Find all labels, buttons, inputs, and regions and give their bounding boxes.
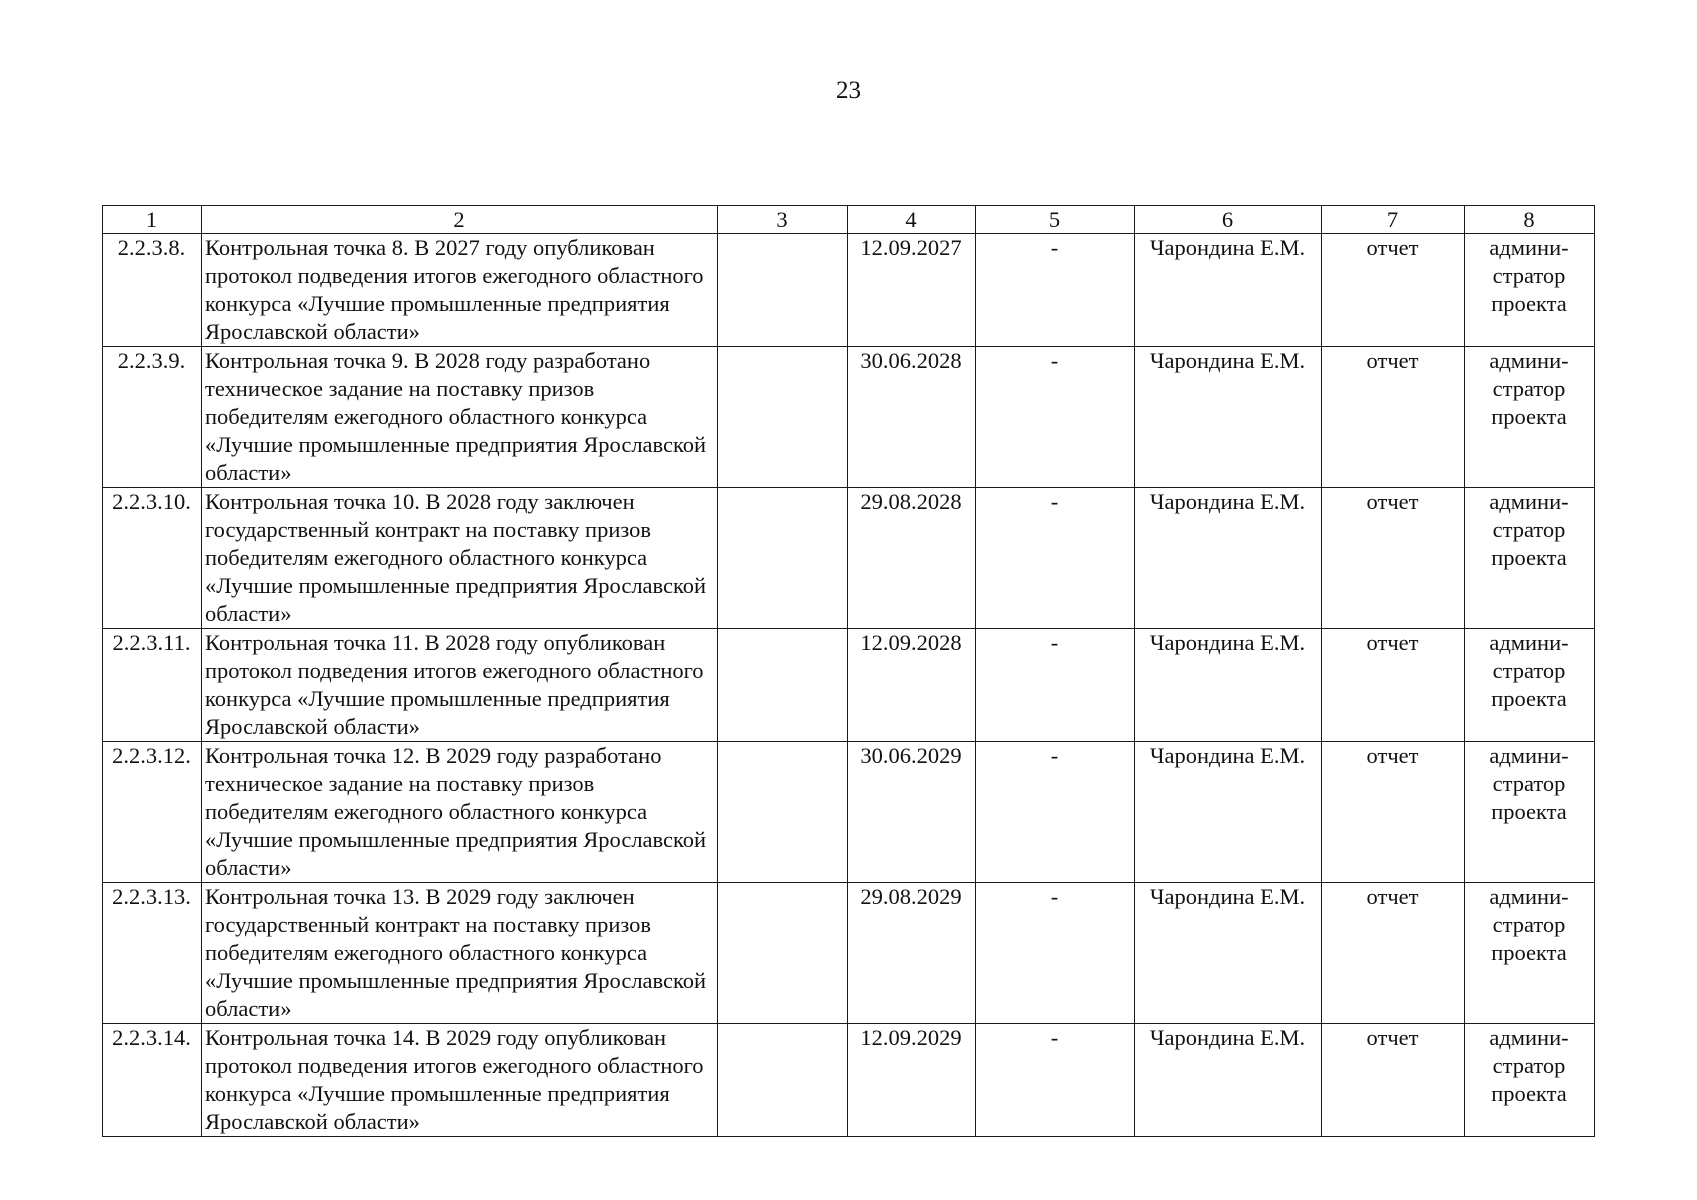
row-number: 2.2.3.14. <box>103 1024 202 1137</box>
row-responsible: Чарондина Е.М. <box>1135 347 1322 488</box>
row-responsible: Чарондина Е.М. <box>1135 629 1322 742</box>
row-col3 <box>718 234 848 347</box>
row-responsible: Чарондина Е.М. <box>1135 1024 1322 1137</box>
control-points-table <box>102 205 1595 1137</box>
column-header: 8 <box>1465 206 1595 234</box>
row-col5: - <box>976 883 1135 1024</box>
row-document: отчет <box>1322 1024 1465 1137</box>
row-document: отчет <box>1322 488 1465 629</box>
row-date: 12.09.2027 <box>848 234 976 347</box>
table-row <box>103 629 1595 742</box>
row-number: 2.2.3.10. <box>103 488 202 629</box>
row-col5: - <box>976 1024 1135 1137</box>
row-date: 29.08.2028 <box>848 488 976 629</box>
row-role: админи-стратор проекта <box>1465 488 1595 629</box>
row-responsible: Чарондина Е.М. <box>1135 488 1322 629</box>
row-number: 2.2.3.12. <box>103 742 202 883</box>
column-header: 3 <box>718 206 848 234</box>
row-description: Контрольная точка 11. В 2028 году опубликован протокол подведения итогов ежегодного областного конкурса «Лучшие промышленные предприятия Ярославской области» <box>202 629 718 742</box>
page-number: 23 <box>836 77 861 104</box>
column-header: 6 <box>1135 206 1322 234</box>
row-document: отчет <box>1322 234 1465 347</box>
table-row <box>103 488 1595 629</box>
row-role: админи-стратор проекта <box>1465 1024 1595 1137</box>
row-number: 2.2.3.8. <box>103 234 202 347</box>
table-row <box>103 742 1595 883</box>
row-date: 12.09.2028 <box>848 629 976 742</box>
row-role: админи-стратор проекта <box>1465 347 1595 488</box>
column-header: 7 <box>1322 206 1465 234</box>
row-description: Контрольная точка 14. В 2029 году опубликован протокол подведения итогов ежегодного областного конкурса «Лучшие промышленные предприятия Ярославской области» <box>202 1024 718 1137</box>
row-col3 <box>718 347 848 488</box>
row-document: отчет <box>1322 742 1465 883</box>
row-date: 12.09.2029 <box>848 1024 976 1137</box>
table-row <box>103 1024 1595 1137</box>
row-document: отчет <box>1322 883 1465 1024</box>
row-col5: - <box>976 234 1135 347</box>
row-description: Контрольная точка 8. В 2027 году опубликован протокол подведения итогов ежегодного областного конкурса «Лучшие промышленные предприятия Ярославской области» <box>202 234 718 347</box>
row-description: Контрольная точка 12. В 2029 году разработано техническое задание на поставку призов победителям ежегодного областного конкурса «Лучшие промышленные предприятия Ярославской области» <box>202 742 718 883</box>
row-responsible: Чарондина Е.М. <box>1135 742 1322 883</box>
table-row <box>103 347 1595 488</box>
row-number: 2.2.3.13. <box>103 883 202 1024</box>
column-header: 4 <box>848 206 976 234</box>
row-col3 <box>718 1024 848 1137</box>
row-description: Контрольная точка 13. В 2029 году заключен государственный контракт на поставку призов победителям ежегодного областного конкурса «Лучшие промышленные предприятия Ярославской области» <box>202 883 718 1024</box>
row-description: Контрольная точка 10. В 2028 году заключен государственный контракт на поставку призов победителям ежегодного областного конкурса «Лучшие промышленные предприятия Ярославской области» <box>202 488 718 629</box>
table-row <box>103 883 1595 1024</box>
row-number: 2.2.3.11. <box>103 629 202 742</box>
column-header: 5 <box>976 206 1135 234</box>
row-document: отчет <box>1322 347 1465 488</box>
row-role: админи-стратор проекта <box>1465 883 1595 1024</box>
row-col5: - <box>976 347 1135 488</box>
table-row <box>103 234 1595 347</box>
row-responsible: Чарондина Е.М. <box>1135 234 1322 347</box>
row-role: админи-стратор проекта <box>1465 742 1595 883</box>
row-col5: - <box>976 629 1135 742</box>
row-date: 30.06.2028 <box>848 347 976 488</box>
row-description: Контрольная точка 9. В 2028 году разработано техническое задание на поставку призов победителям ежегодного областного конкурса «Лучшие промышленные предприятия Ярославской области» <box>202 347 718 488</box>
row-col5: - <box>976 742 1135 883</box>
column-header: 2 <box>202 206 718 234</box>
row-col3 <box>718 629 848 742</box>
row-col3 <box>718 883 848 1024</box>
row-date: 29.08.2029 <box>848 883 976 1024</box>
table-header <box>103 206 1595 234</box>
table-body <box>103 234 1595 1137</box>
column-header: 1 <box>103 206 202 234</box>
row-document: отчет <box>1322 629 1465 742</box>
row-number: 2.2.3.9. <box>103 347 202 488</box>
row-responsible: Чарондина Е.М. <box>1135 883 1322 1024</box>
row-role: админи-стратор проекта <box>1465 234 1595 347</box>
row-role: админи-стратор проекта <box>1465 629 1595 742</box>
row-date: 30.06.2029 <box>848 742 976 883</box>
row-col3 <box>718 742 848 883</box>
row-col5: - <box>976 488 1135 629</box>
header-row <box>103 206 1595 234</box>
row-col3 <box>718 488 848 629</box>
